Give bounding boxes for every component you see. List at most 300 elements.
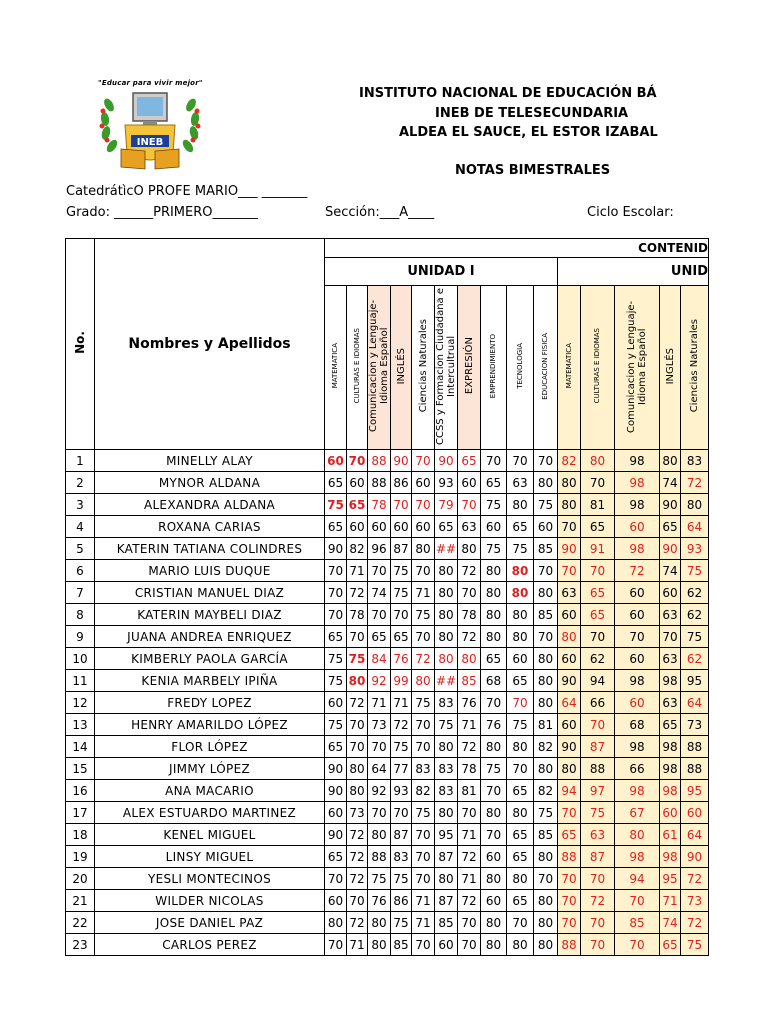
grade-cell: 70 bbox=[558, 868, 581, 890]
grade-cell: 95 bbox=[681, 780, 709, 802]
subject-label: Ciencias Naturales bbox=[689, 319, 700, 413]
grade-cell: 72 bbox=[347, 692, 368, 714]
grade-cell: 70 bbox=[507, 692, 534, 714]
student-row bbox=[66, 450, 709, 472]
grade-cell: 70 bbox=[412, 934, 435, 956]
student-row bbox=[66, 736, 709, 758]
grade-cell: 70 bbox=[412, 824, 435, 846]
grade-cell: 81 bbox=[581, 494, 615, 516]
student-row bbox=[66, 824, 709, 846]
grade-cell: 70 bbox=[581, 626, 615, 648]
grade-cell: 76 bbox=[368, 890, 391, 912]
grade-cell: 80 bbox=[481, 604, 507, 626]
grade-cell: 80 bbox=[558, 472, 581, 494]
grade-cell: 90 bbox=[558, 736, 581, 758]
grade-cell: 70 bbox=[325, 868, 347, 890]
grade-cell: 70 bbox=[412, 494, 435, 516]
grade-cell: 62 bbox=[581, 648, 615, 670]
grade-cell: 82 bbox=[534, 780, 558, 802]
grade-cell: 80 bbox=[481, 560, 507, 582]
grade-cell: 74 bbox=[368, 582, 391, 604]
student-name: KATERIN TATIANA COLINDRES bbox=[95, 538, 325, 560]
grade-cell: 80 bbox=[507, 626, 534, 648]
student-row bbox=[66, 890, 709, 912]
grade-cell: 60 bbox=[325, 890, 347, 912]
grade-cell: 85 bbox=[435, 912, 458, 934]
grade-cell: 72 bbox=[458, 560, 481, 582]
grade-cell: 70 bbox=[481, 450, 507, 472]
student-name: KENIA MARBELY IPIÑA bbox=[95, 670, 325, 692]
subject-label: EMPRENDIMIENTO bbox=[489, 333, 497, 399]
student-row bbox=[66, 868, 709, 890]
grade-cell: 73 bbox=[681, 714, 709, 736]
grade-cell: 87 bbox=[581, 846, 615, 868]
grade-cell: 98 bbox=[615, 538, 660, 560]
grade-cell: 95 bbox=[435, 824, 458, 846]
grade-cell: 70 bbox=[325, 560, 347, 582]
grade-cell: 70 bbox=[325, 604, 347, 626]
grade-cell: 80 bbox=[368, 934, 391, 956]
grade-cell: 80 bbox=[347, 670, 368, 692]
grade-cell: 63 bbox=[581, 824, 615, 846]
grade-cell: 70 bbox=[507, 912, 534, 934]
student-name: MARIO LUIS DUQUE bbox=[95, 560, 325, 582]
unit1-header: UNIDAD I bbox=[325, 258, 558, 286]
grade-cell: 75 bbox=[325, 714, 347, 736]
student-row bbox=[66, 802, 709, 824]
grade-cell: 90 bbox=[325, 824, 347, 846]
grade-cell: 70 bbox=[368, 802, 391, 824]
grade-cell: 80 bbox=[507, 736, 534, 758]
grade-cell: 84 bbox=[368, 648, 391, 670]
grade-cell: 66 bbox=[615, 758, 660, 780]
student-row bbox=[66, 516, 709, 538]
grade-cell: 70 bbox=[412, 868, 435, 890]
subject-header bbox=[507, 286, 534, 450]
grade-cell: 90 bbox=[660, 538, 681, 560]
grade-cell: 70 bbox=[347, 736, 368, 758]
grade-cell: 70 bbox=[412, 626, 435, 648]
section-field: Sección:___A____ bbox=[325, 205, 435, 220]
grade-cell: 65 bbox=[368, 626, 391, 648]
grade-cell: 75 bbox=[481, 494, 507, 516]
grade-cell: 94 bbox=[615, 868, 660, 890]
grade-cell: 80 bbox=[435, 582, 458, 604]
grade-cell: 63 bbox=[507, 472, 534, 494]
grade-cell: 60 bbox=[481, 516, 507, 538]
grade-cell: 87 bbox=[581, 736, 615, 758]
grade-cell: 85 bbox=[534, 538, 558, 560]
grade-cell: 98 bbox=[660, 846, 681, 868]
grade-cell: 60 bbox=[481, 890, 507, 912]
grade-cell: 71 bbox=[347, 934, 368, 956]
row-number: 20 bbox=[66, 868, 95, 890]
grade-cell: 94 bbox=[581, 670, 615, 692]
grade-cell: 90 bbox=[391, 450, 412, 472]
grade-cell: 80 bbox=[534, 846, 558, 868]
row-number: 22 bbox=[66, 912, 95, 934]
institute-address: ALDEA EL SAUCE, EL ESTOR IZABAL bbox=[399, 125, 658, 140]
grade-cell: 70 bbox=[558, 890, 581, 912]
grade-cell: 90 bbox=[325, 780, 347, 802]
grade-cell: 74 bbox=[660, 560, 681, 582]
grade-cell: 75 bbox=[681, 626, 709, 648]
student-row bbox=[66, 472, 709, 494]
grade-cell: 71 bbox=[391, 692, 412, 714]
grade-cell: 98 bbox=[660, 780, 681, 802]
row-number: 3 bbox=[66, 494, 95, 516]
student-name: MINELLY ALAY bbox=[95, 450, 325, 472]
grade-cell: 70 bbox=[507, 450, 534, 472]
grade-cell: 70 bbox=[481, 824, 507, 846]
grade-cell: 60 bbox=[435, 934, 458, 956]
grade-cell: 65 bbox=[458, 450, 481, 472]
grade-cell: 78 bbox=[458, 758, 481, 780]
grade-cell: 70 bbox=[534, 626, 558, 648]
grade-cell: 75 bbox=[507, 538, 534, 560]
grade-cell: 63 bbox=[660, 604, 681, 626]
grade-cell: 85 bbox=[534, 824, 558, 846]
grade-cell: 60 bbox=[558, 714, 581, 736]
grade-cell: 80 bbox=[534, 472, 558, 494]
grade-cell: 60 bbox=[412, 472, 435, 494]
subject-label: INGLÉS bbox=[395, 347, 407, 385]
row-number: 2 bbox=[66, 472, 95, 494]
grade-cell: 88 bbox=[368, 846, 391, 868]
student-name: YESLI MONTECINOS bbox=[95, 868, 325, 890]
grade-cell: 80 bbox=[534, 670, 558, 692]
grade-cell: 80 bbox=[412, 538, 435, 560]
grade-cell: 65 bbox=[507, 516, 534, 538]
grade-cell: 60 bbox=[325, 450, 347, 472]
subject-header bbox=[558, 286, 581, 450]
grade-cell: 75 bbox=[581, 802, 615, 824]
grade-cell: 98 bbox=[615, 670, 660, 692]
grade-cell: 75 bbox=[325, 648, 347, 670]
grade-cell: 65 bbox=[507, 846, 534, 868]
grade-cell: 83 bbox=[435, 692, 458, 714]
grade-cell: 70 bbox=[412, 736, 435, 758]
grade-cell: 60 bbox=[347, 472, 368, 494]
grade-cell: 80 bbox=[581, 450, 615, 472]
grade-cell: 72 bbox=[347, 824, 368, 846]
grade-cell: 72 bbox=[347, 846, 368, 868]
grade-cell: 78 bbox=[368, 494, 391, 516]
subject-label: MATEMATICA bbox=[331, 343, 339, 389]
subject-header bbox=[347, 286, 368, 450]
grade-cell: 93 bbox=[681, 538, 709, 560]
student-name: KENEL MIGUEL bbox=[95, 824, 325, 846]
grade-cell: 80 bbox=[435, 626, 458, 648]
subject-header bbox=[435, 286, 458, 450]
grade-cell: 70 bbox=[581, 714, 615, 736]
grade-cell: 60 bbox=[325, 692, 347, 714]
grade-cell: 65 bbox=[325, 472, 347, 494]
grade-cell: 74 bbox=[660, 912, 681, 934]
no-header bbox=[66, 239, 95, 450]
subject-label: Ciencias Naturales bbox=[417, 319, 429, 413]
grade-cell: 63 bbox=[660, 648, 681, 670]
grade-cell: 70 bbox=[412, 714, 435, 736]
grade-cell: 70 bbox=[581, 472, 615, 494]
grade-cell: 70 bbox=[558, 912, 581, 934]
grade-cell: 70 bbox=[325, 934, 347, 956]
row-number: 17 bbox=[66, 802, 95, 824]
grade-cell: 87 bbox=[391, 538, 412, 560]
grade-cell: 99 bbox=[391, 670, 412, 692]
student-row bbox=[66, 692, 709, 714]
grade-cell: 80 bbox=[481, 736, 507, 758]
grade-cell: 73 bbox=[347, 802, 368, 824]
grade-cell: 80 bbox=[507, 604, 534, 626]
grade-cell: 72 bbox=[458, 736, 481, 758]
student-name: CRISTIAN MANUEL DIAZ bbox=[95, 582, 325, 604]
grade-cell: 98 bbox=[615, 472, 660, 494]
grade-cell: 80 bbox=[481, 934, 507, 956]
grade-cell: 70 bbox=[391, 802, 412, 824]
row-number: 19 bbox=[66, 846, 95, 868]
row-number: 6 bbox=[66, 560, 95, 582]
grade-cell: 80 bbox=[681, 494, 709, 516]
grade-cell: 98 bbox=[660, 758, 681, 780]
grade-cell: 60 bbox=[558, 648, 581, 670]
student-row bbox=[66, 626, 709, 648]
grade-cell: 80 bbox=[558, 494, 581, 516]
grade-cell: 65 bbox=[347, 494, 368, 516]
grade-cell: 93 bbox=[435, 472, 458, 494]
grade-cell: 65 bbox=[391, 626, 412, 648]
grade-cell: 72 bbox=[681, 868, 709, 890]
grade-cell: 62 bbox=[681, 582, 709, 604]
grade-cell: 80 bbox=[507, 868, 534, 890]
student-row bbox=[66, 846, 709, 868]
grade-cell: 81 bbox=[534, 714, 558, 736]
student-row bbox=[66, 714, 709, 736]
grade-cell: 71 bbox=[347, 560, 368, 582]
grade-cell: 60 bbox=[660, 802, 681, 824]
grade-cell: 98 bbox=[660, 670, 681, 692]
grade-cell: 80 bbox=[534, 912, 558, 934]
grade-cell: 80 bbox=[458, 648, 481, 670]
grade-cell: 80 bbox=[507, 582, 534, 604]
grade-cell: 97 bbox=[581, 780, 615, 802]
student-name: JOSE DANIEL PAZ bbox=[95, 912, 325, 934]
grade-cell: 98 bbox=[615, 736, 660, 758]
grade-cell: 80 bbox=[481, 868, 507, 890]
grade-cell: 71 bbox=[458, 824, 481, 846]
grade-cell: 60 bbox=[325, 802, 347, 824]
grade-cell: 71 bbox=[412, 890, 435, 912]
student-name: JUANA ANDREA ENRIQUEZ bbox=[95, 626, 325, 648]
grade-cell: 70 bbox=[581, 868, 615, 890]
grade-cell: 65 bbox=[558, 824, 581, 846]
grade-cell: 80 bbox=[481, 582, 507, 604]
grade-cell: 75 bbox=[325, 670, 347, 692]
grade-cell: 80 bbox=[534, 648, 558, 670]
grade-cell: 80 bbox=[558, 626, 581, 648]
row-number: 9 bbox=[66, 626, 95, 648]
grade-cell: 65 bbox=[660, 714, 681, 736]
grade-cell: 80 bbox=[347, 758, 368, 780]
grade-cell: 82 bbox=[534, 736, 558, 758]
subject-label: MATEMATICA bbox=[564, 343, 573, 389]
student-row bbox=[66, 780, 709, 802]
grade-cell: 67 bbox=[615, 802, 660, 824]
grade-cell: 68 bbox=[615, 714, 660, 736]
grade-cell: 60 bbox=[534, 516, 558, 538]
grade-cell: 65 bbox=[581, 604, 615, 626]
grade-cell: 64 bbox=[558, 692, 581, 714]
grade-cell: 72 bbox=[615, 560, 660, 582]
school-logo-icon bbox=[95, 75, 205, 175]
grade-cell: 70 bbox=[347, 450, 368, 472]
grade-cell: 85 bbox=[615, 912, 660, 934]
grade-cell: 75 bbox=[368, 868, 391, 890]
grade-cell: 80 bbox=[534, 692, 558, 714]
grade-cell: 75 bbox=[534, 494, 558, 516]
grade-cell: 65 bbox=[435, 516, 458, 538]
teacher-field: CatedrátìcO PROFE MARIO___ _______ bbox=[66, 184, 308, 199]
grade-cell: 64 bbox=[681, 516, 709, 538]
grade-cell: 70 bbox=[391, 494, 412, 516]
grade-cell: 75 bbox=[347, 648, 368, 670]
grade-cell: 83 bbox=[681, 450, 709, 472]
row-number: 1 bbox=[66, 450, 95, 472]
row-number: 4 bbox=[66, 516, 95, 538]
grade-cell: 70 bbox=[391, 604, 412, 626]
grade-cell: 86 bbox=[391, 472, 412, 494]
grade-cell: 60 bbox=[558, 604, 581, 626]
grade-cell: 70 bbox=[458, 802, 481, 824]
student-row bbox=[66, 582, 709, 604]
grade-cell: 68 bbox=[481, 670, 507, 692]
grade-cell: 91 bbox=[581, 538, 615, 560]
grade-cell: 80 bbox=[435, 736, 458, 758]
grade-cell: 70 bbox=[458, 912, 481, 934]
grade-cell: 88 bbox=[681, 758, 709, 780]
student-name: ANA MACARIO bbox=[95, 780, 325, 802]
grade-cell: 74 bbox=[660, 472, 681, 494]
student-name: KATERIN MAYBELI DIAZ bbox=[95, 604, 325, 626]
grade-cell: 88 bbox=[368, 472, 391, 494]
contents-header: CONTENID bbox=[325, 239, 709, 258]
grade-cell: 70 bbox=[458, 494, 481, 516]
grade-cell: 98 bbox=[660, 736, 681, 758]
grade-cell: 83 bbox=[435, 758, 458, 780]
grade-cell: 80 bbox=[558, 758, 581, 780]
grade-cell: 71 bbox=[458, 714, 481, 736]
grade-cell: 64 bbox=[368, 758, 391, 780]
institute-subname: INEB DE TELESECUNDARIA bbox=[435, 106, 629, 121]
student-name: FREDY LOPEZ bbox=[95, 692, 325, 714]
student-row bbox=[66, 758, 709, 780]
grade-cell: 95 bbox=[681, 670, 709, 692]
grade-cell: 90 bbox=[435, 450, 458, 472]
grade-cell: 70 bbox=[534, 868, 558, 890]
subject-header bbox=[534, 286, 558, 450]
grade-cell: 63 bbox=[660, 692, 681, 714]
grade-cell: 70 bbox=[412, 846, 435, 868]
grade-cell: 72 bbox=[347, 912, 368, 934]
subject-header bbox=[412, 286, 435, 450]
institute-name: INSTITUTO NACIONAL DE EDUCACIÓN BÁ bbox=[359, 86, 657, 101]
grade-cell: 75 bbox=[481, 538, 507, 560]
grade-cell: 72 bbox=[681, 912, 709, 934]
grade-cell: 98 bbox=[615, 450, 660, 472]
grade-cell: 70 bbox=[368, 560, 391, 582]
grade-cell: 80 bbox=[481, 912, 507, 934]
grade-cell: 70 bbox=[347, 626, 368, 648]
grade-cell: 64 bbox=[681, 824, 709, 846]
grade-cell: 85 bbox=[391, 934, 412, 956]
grade-cell: 65 bbox=[660, 516, 681, 538]
grade-cell: 88 bbox=[368, 450, 391, 472]
grade-cell: 75 bbox=[325, 494, 347, 516]
grade-cell: 71 bbox=[660, 890, 681, 912]
grade-cell: 72 bbox=[347, 582, 368, 604]
row-number: 14 bbox=[66, 736, 95, 758]
row-number: 13 bbox=[66, 714, 95, 736]
grade-cell: 75 bbox=[391, 736, 412, 758]
grade-cell: 82 bbox=[558, 450, 581, 472]
school-year-field: Ciclo Escolar: bbox=[587, 205, 674, 220]
student-name: JIMMY LÓPEZ bbox=[95, 758, 325, 780]
grade-cell: 80 bbox=[534, 934, 558, 956]
school-motto: "Educar para vivir mejor" bbox=[98, 79, 203, 87]
grade-cell: 80 bbox=[368, 912, 391, 934]
grade-cell: 80 bbox=[507, 934, 534, 956]
grade-cell: 80 bbox=[325, 912, 347, 934]
student-name: WILDER NICOLAS bbox=[95, 890, 325, 912]
grade-cell: 76 bbox=[458, 692, 481, 714]
subject-header bbox=[481, 286, 507, 450]
report-title: NOTAS BIMESTRALES bbox=[455, 163, 611, 178]
grade-cell: 65 bbox=[581, 582, 615, 604]
grade-cell: 75 bbox=[391, 560, 412, 582]
grade-cell: 82 bbox=[412, 780, 435, 802]
grade-cell: 80 bbox=[660, 450, 681, 472]
grade-cell: 75 bbox=[412, 692, 435, 714]
subject-header bbox=[368, 286, 391, 450]
grade-cell: 70 bbox=[412, 560, 435, 582]
grade-cell: 70 bbox=[325, 582, 347, 604]
grade-cell: 70 bbox=[534, 450, 558, 472]
grade-cell: 95 bbox=[660, 868, 681, 890]
grade-cell: 65 bbox=[481, 648, 507, 670]
subject-label: TECNOLOGIA bbox=[515, 343, 524, 389]
grade-cell: 87 bbox=[391, 824, 412, 846]
student-name: KIMBERLY PAOLA GARCÍA bbox=[95, 648, 325, 670]
grade-cell: 80 bbox=[412, 670, 435, 692]
row-number: 18 bbox=[66, 824, 95, 846]
grade-cell: 72 bbox=[458, 846, 481, 868]
grade-cell: 65 bbox=[325, 626, 347, 648]
grade-cell: 70 bbox=[347, 890, 368, 912]
grade-field: Grado: ______PRIMERO_______ bbox=[66, 205, 259, 220]
row-number: 23 bbox=[66, 934, 95, 956]
grade-cell: 72 bbox=[681, 472, 709, 494]
student-name: ALEX ESTUARDO MARTINEZ bbox=[95, 802, 325, 824]
grade-cell: 60 bbox=[412, 516, 435, 538]
grade-cell: 75 bbox=[435, 714, 458, 736]
grade-cell: 85 bbox=[534, 604, 558, 626]
grade-cell: 65 bbox=[325, 846, 347, 868]
grade-cell: 75 bbox=[681, 934, 709, 956]
grade-cell: 75 bbox=[391, 582, 412, 604]
row-number: 21 bbox=[66, 890, 95, 912]
grade-cell: 65 bbox=[507, 890, 534, 912]
grade-cell: 72 bbox=[581, 890, 615, 912]
